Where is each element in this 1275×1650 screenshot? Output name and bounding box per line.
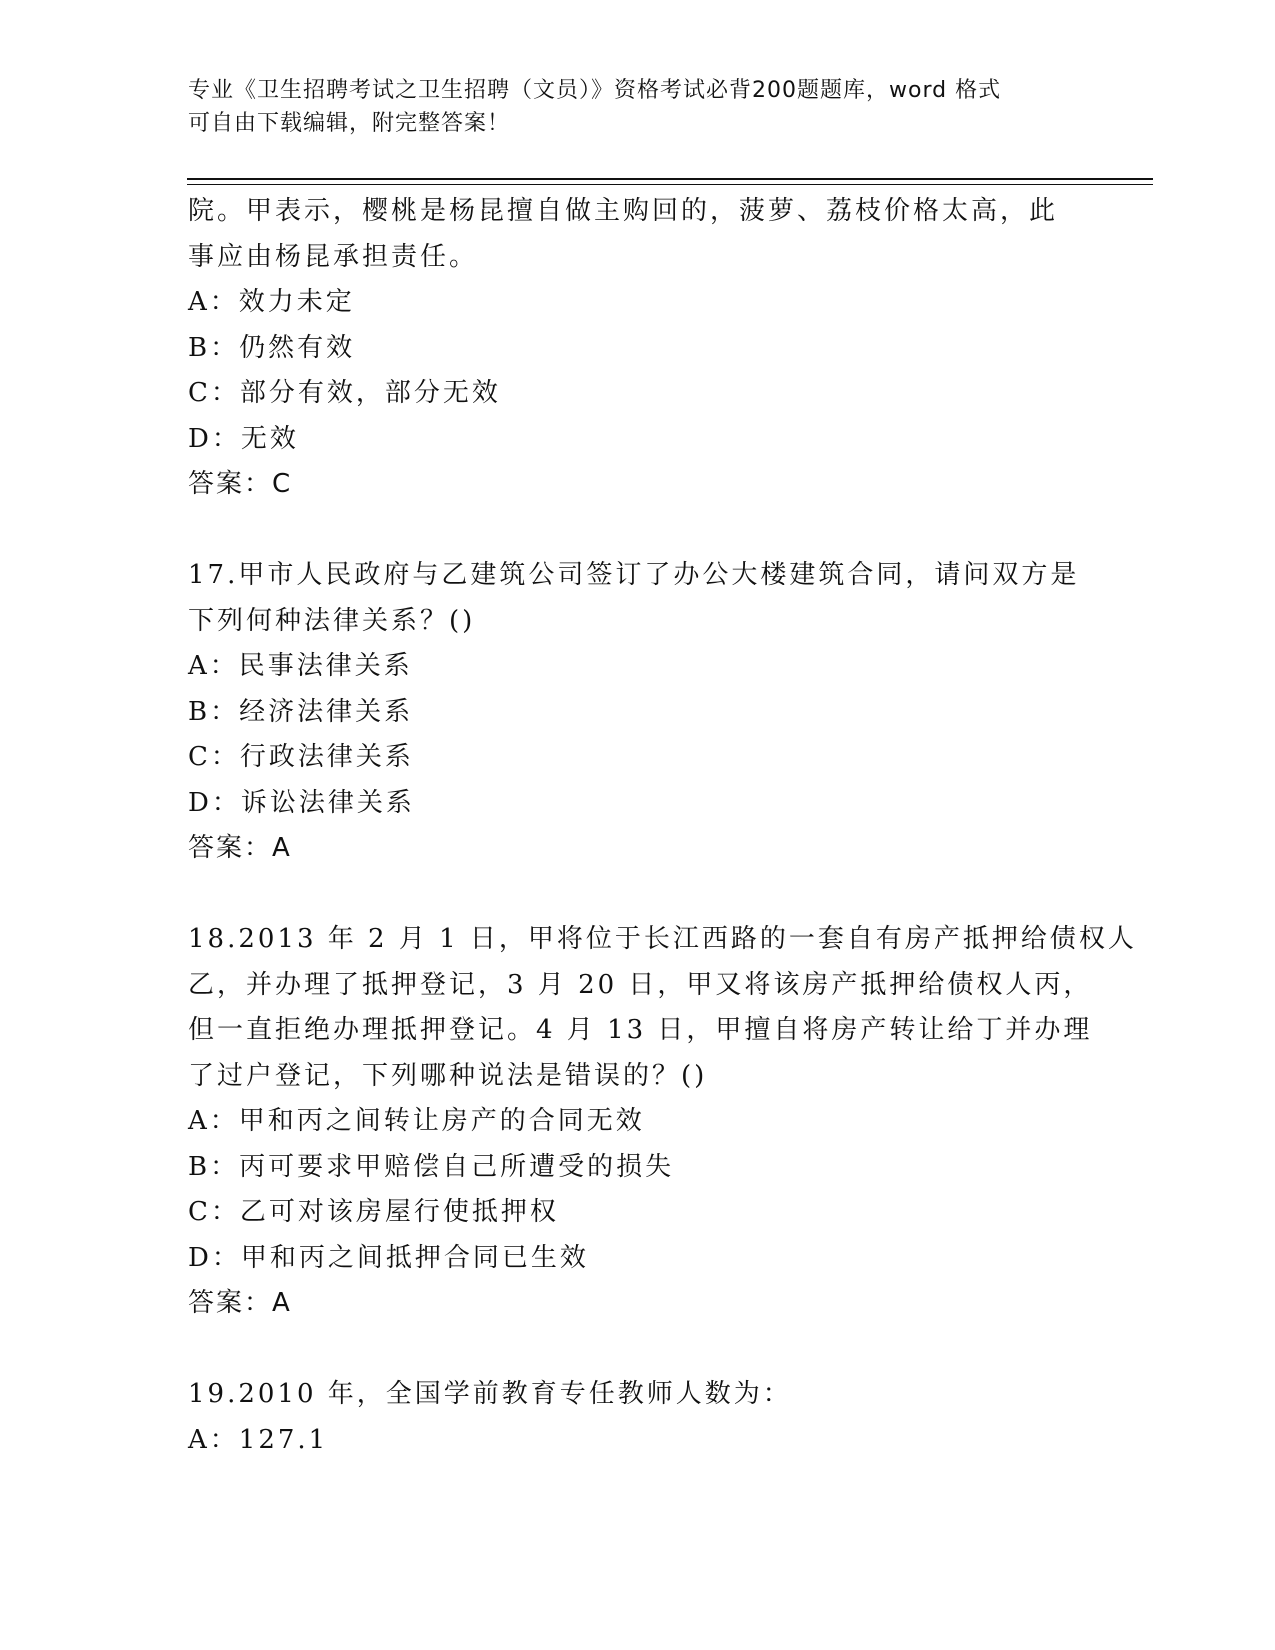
document-header	[188, 74, 1088, 140]
option-a: A：127.1	[188, 1424, 329, 1455]
spacer	[188, 1327, 1148, 1373]
option-a: A：效力未定	[188, 287, 355, 317]
question-text-line: 事应由杨昆承担责任。	[188, 241, 479, 272]
header-rule-thin	[187, 184, 1153, 185]
header-rule-thick	[187, 178, 1153, 180]
header-line-2: 可自由下载编辑，附完整答案！	[188, 111, 511, 136]
question-text-line: 18.2013 年 2 月 1 日，甲将位于长江西路的一套自有房产抵押给债权人	[188, 924, 1137, 954]
option-a: A：民事法律关系	[188, 651, 413, 681]
option-b: B：仍然有效	[188, 332, 356, 363]
spacer	[188, 872, 1148, 918]
question-18	[188, 917, 1148, 1327]
answer: 答案：A	[188, 1288, 292, 1318]
question-text-line: 下列何种法律关系？()	[188, 605, 476, 636]
question-text-line: 乙，并办理了抵押登记，3 月 20 日，甲又将该房产抵押给债权人丙，	[188, 969, 1093, 1000]
option-c: C：部分有效，部分无效	[188, 378, 501, 408]
question-text-line: 19.2010 年，全国学前教育专任教师人数为：	[188, 1379, 792, 1409]
question-text-line: 但一直拒绝办理抵押登记。4 月 13 日，甲擅自将房产转让给丁并办理	[188, 1015, 1093, 1045]
option-c: C：乙可对该房屋行使抵押权	[188, 1197, 559, 1227]
question-19	[188, 1372, 1148, 1463]
header-line-1: 专业《卫生招聘考试之卫生招聘（文员）》资格考试必背200题题库，word 格式	[188, 78, 1002, 103]
question-text-line: 17.甲市人民政府与乙建筑公司签订了办公大楼建筑合同，请问双方是	[188, 560, 1080, 590]
option-b: B：经济法律关系	[188, 696, 414, 727]
option-d: D：诉讼法律关系	[188, 787, 415, 818]
answer: 答案：A	[188, 833, 292, 863]
option-d: D：甲和丙之间抵押合同已生效	[188, 1242, 589, 1273]
option-a: A：甲和丙之间转让房产的合同无效	[188, 1106, 645, 1136]
question-text-line: 院。甲表示，樱桃是杨昆擅自做主购回的，菠萝、荔枝价格太高，此	[188, 196, 1059, 226]
spacer	[188, 508, 1148, 554]
option-d: D：无效	[188, 423, 299, 454]
option-c: C：行政法律关系	[188, 742, 414, 772]
question-17	[188, 553, 1148, 872]
answer: 答案：C	[188, 469, 293, 499]
question-16-tail	[188, 189, 1148, 508]
document-body	[188, 189, 1148, 1463]
option-b: B：丙可要求甲赔偿自己所遭受的损失	[188, 1151, 675, 1182]
question-text-line: 了过户登记，下列哪种说法是错误的？()	[188, 1060, 708, 1091]
